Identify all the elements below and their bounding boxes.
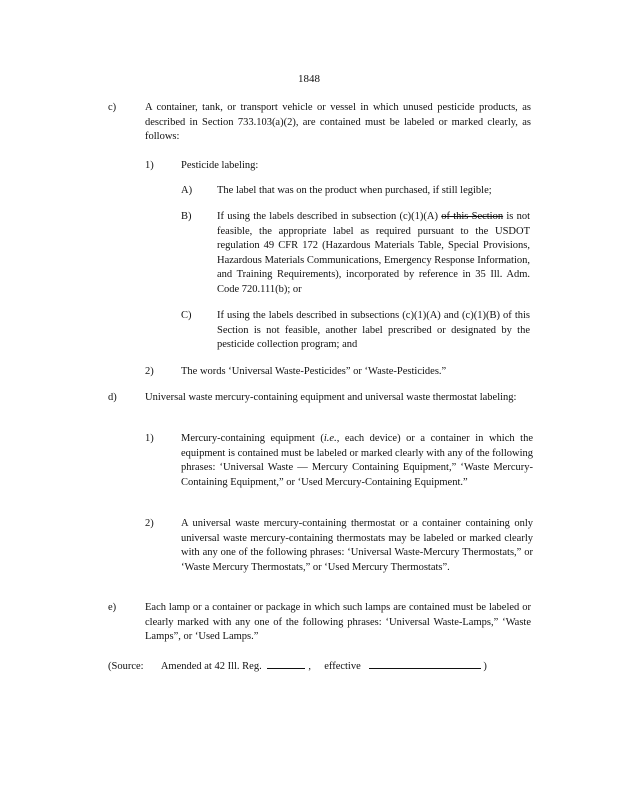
source-open: (Source: bbox=[108, 661, 144, 672]
c-1-B-text bbox=[217, 210, 530, 298]
source-amended: Amended at 42 Ill. Reg. bbox=[160, 661, 262, 672]
c-item-1-text: Pesticide labeling: bbox=[181, 160, 259, 171]
source-note: (Source: Amended at 42 Ill. Reg. , effective ) bbox=[108, 658, 528, 675]
section-c-text: A container, tank, or transport vehicle or vessel in which unused pesticide products, as described in Section 733.103(a)(2), are contained must be labeled or marked clearly, as follows: bbox=[145, 102, 531, 143]
d-1-text-italic: i.e. bbox=[323, 433, 337, 444]
c-item-2-label: 2) bbox=[145, 366, 154, 377]
c-item-2-text: The words ‘Universal Waste-Pesticides” or ‘Waste-Pesticides.” bbox=[181, 366, 447, 377]
c-item-1-label: 1) bbox=[145, 160, 154, 171]
c-1-A-text: The label that was on the product when purchased, if still legible; bbox=[217, 185, 492, 196]
register-blank bbox=[267, 658, 305, 669]
section-c-label: c) bbox=[108, 102, 117, 113]
d-item-1-text bbox=[181, 432, 533, 490]
c-1-B-struck-text: of this Section bbox=[441, 211, 504, 222]
effective-date-blank bbox=[369, 658, 481, 669]
c-1-C-text: If using the labels described in subsections (c)(1)(A) and (c)(1)(B) of this Section is not feasible, another label prescribed or designated by the pesticide collection program; and bbox=[217, 310, 530, 351]
source-effective: effective bbox=[324, 661, 361, 672]
d-1-text-before: Mercury-containing equipment ( bbox=[181, 433, 324, 444]
d-item-2-label: 2) bbox=[145, 518, 154, 529]
c-1-B-text-after: is not feasible, the appropriate label as required pursuant to the USDOT regulation 49 CFR 172 (Hazardous Materials Table, Special Provisions, Hazardous Materials Communications, Emergency Response Information, and Training Requirements), incorporated by reference in 35 Ill. Adm. Code 720.111(b); or bbox=[217, 211, 531, 295]
d-1-text-after: , each device) or a container in which the equipment is contained must be labeled or marked clearly with any of the following phrases: ‘Universal Waste — Mercury Containing Equipment,” ‘Waste Mercury-Containing Equipment,” or ‘Used Mercury-Containing Equipment.” bbox=[181, 433, 533, 488]
d-item-2-text: A universal waste mercury-containing thermostat or a container containing only universal waste mercury-containing thermostats may be labeled or marked clearly with any one of the following phrases: ‘Universal Waste-Mercury Thermostats,” or ‘Waste Mercury Thermostats,” or ‘Used Mercury Thermostats”. bbox=[181, 518, 533, 573]
page-number: 1848 bbox=[298, 73, 320, 85]
section-e-label: e) bbox=[108, 602, 117, 613]
section-d-label: d) bbox=[108, 392, 117, 403]
c-1-A-label: A) bbox=[181, 185, 193, 196]
section-e-text: Each lamp or a container or package in which such lamps are contained must be labeled or clearly marked with any one of the following phrases: ‘Universal Waste-Lamps,” ‘Waste Lamps”, or ‘Used Lamps.” bbox=[145, 602, 531, 643]
source-close: ) bbox=[483, 661, 487, 672]
c-1-B-label: B) bbox=[181, 211, 192, 222]
d-item-1-label: 1) bbox=[145, 433, 154, 444]
c-1-B-text-before: If using the labels described in subsection (c)(1)(A) bbox=[217, 211, 438, 222]
section-d-text: Universal waste mercury-containing equipment and universal waste thermostat labeling: bbox=[145, 392, 517, 403]
c-1-C-label: C) bbox=[181, 310, 192, 321]
